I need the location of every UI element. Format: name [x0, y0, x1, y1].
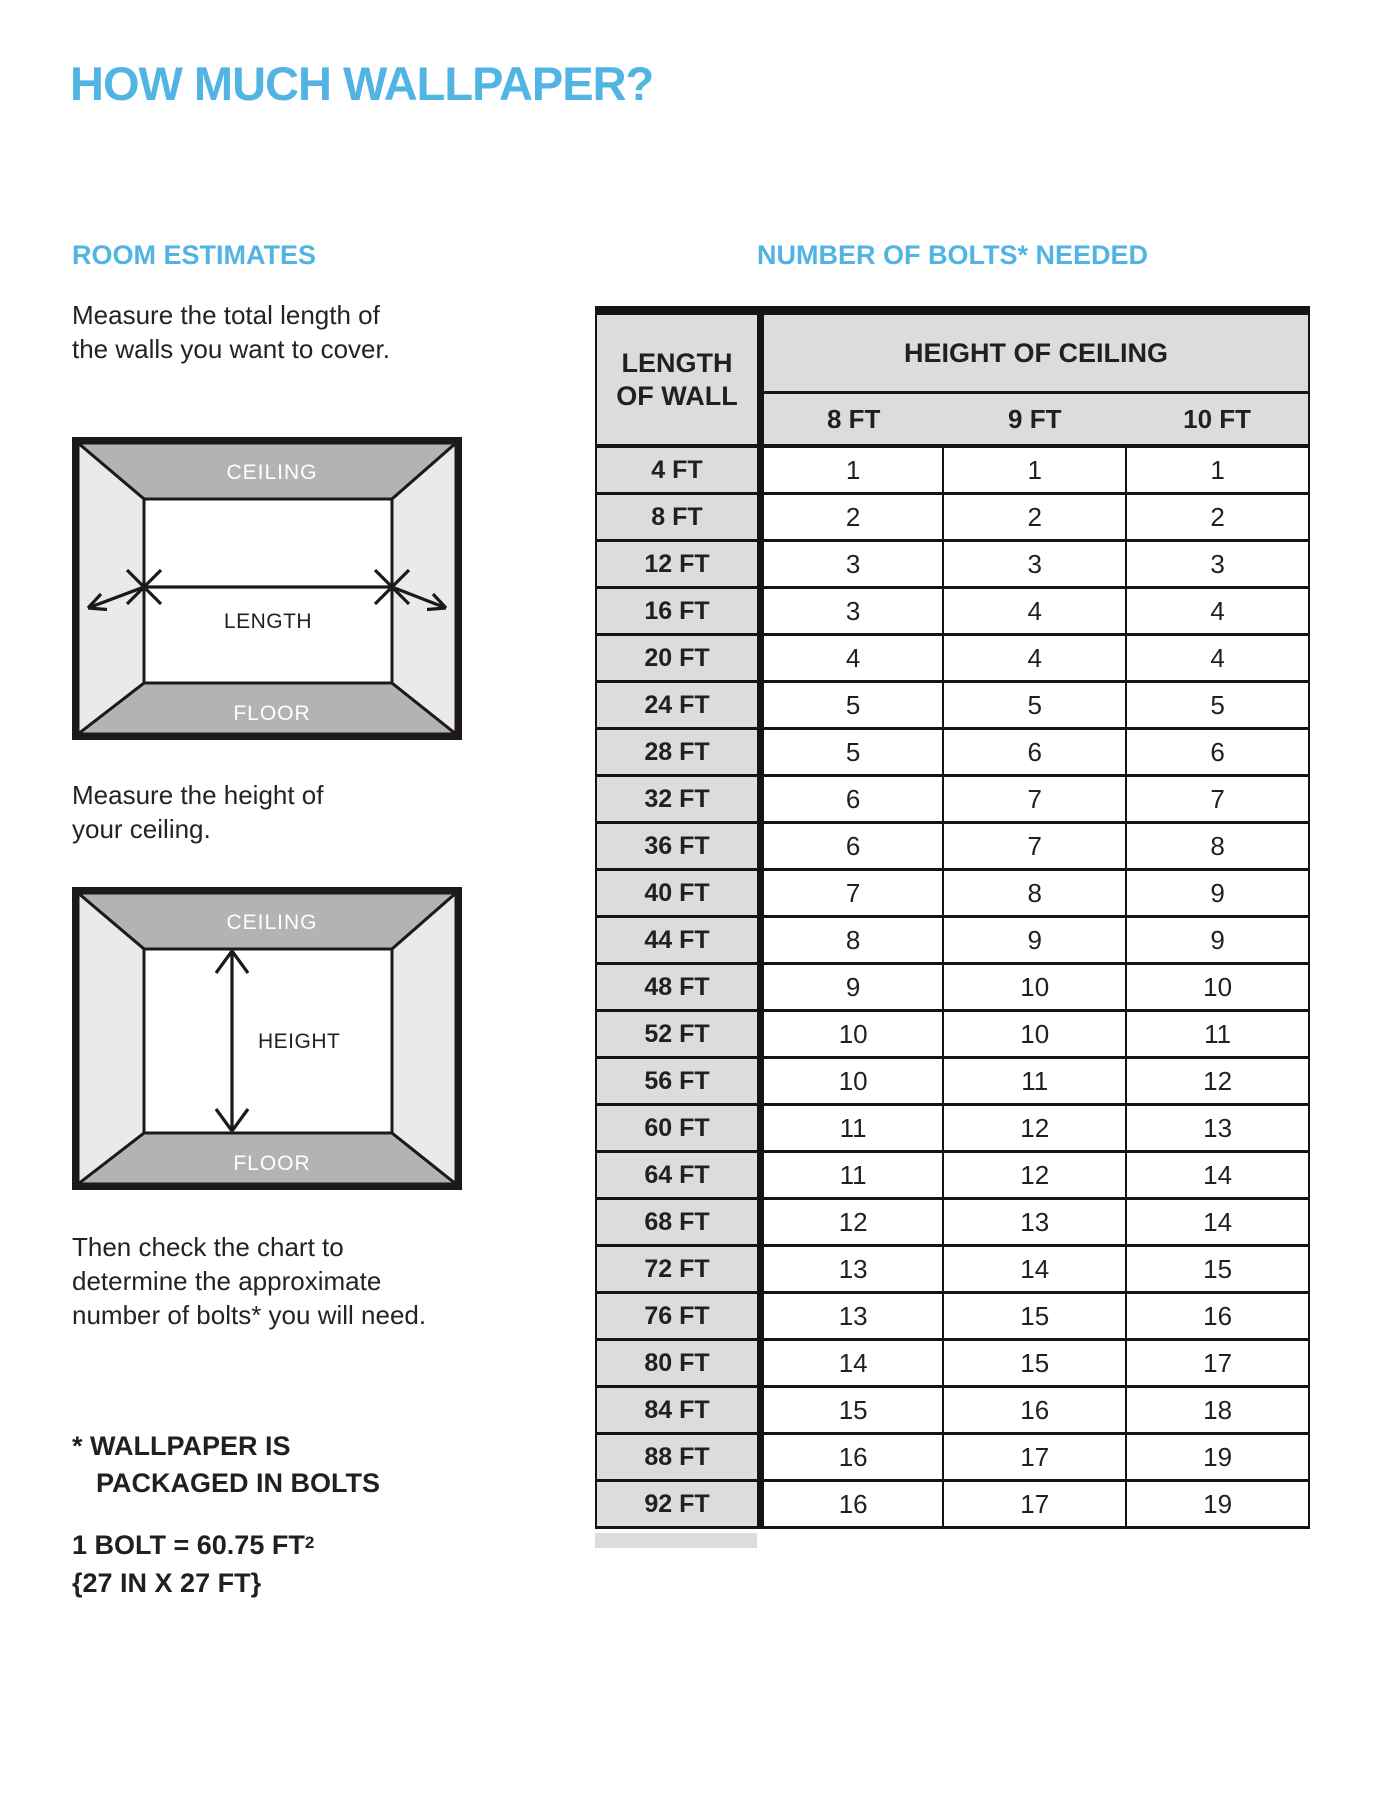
bolt-count-cell: 12 [1126, 1058, 1309, 1105]
instruction-line: determine the approximate [72, 1266, 382, 1296]
bolt-count-cell: 19 [1126, 1481, 1309, 1528]
bolt-count-cell: 11 [1126, 1011, 1309, 1058]
bolt-count-cell: 7 [1126, 776, 1309, 823]
wall-length-cell: 8 FT [596, 494, 761, 541]
table-row [596, 588, 1309, 635]
table-heading: NUMBER OF BOLTS* NEEDED [756, 240, 1148, 270]
bolt-count-cell: 6 [761, 776, 944, 823]
bolt-count-cell: 12 [761, 1199, 944, 1246]
room-length-diagram [72, 437, 462, 740]
wall-length-cell: 60 FT [596, 1105, 761, 1152]
table-row [596, 964, 1309, 1011]
bolt-count-cell: 3 [1126, 541, 1309, 588]
bolt-count-cell: 10 [943, 1011, 1126, 1058]
bolt-count-cell: 5 [1126, 682, 1309, 729]
bolt-count-cell: 18 [1126, 1387, 1309, 1434]
bolt-count-cell: 11 [761, 1152, 944, 1199]
instruction-measure-length [72, 298, 390, 366]
wall-length-cell: 32 FT [596, 776, 761, 823]
length-label: LENGTH [223, 610, 313, 633]
table-footer-strip [595, 1533, 757, 1548]
wall-length-cell: 56 FT [596, 1058, 761, 1105]
bolt-count-cell: 1 [761, 446, 944, 494]
bolt-count-cell: 11 [943, 1058, 1126, 1105]
table-header-row [596, 311, 1309, 393]
bolt-count-cell: 3 [761, 588, 944, 635]
page-title: HOW MUCH WALLPAPER? [70, 57, 654, 110]
bolt-equation [72, 1524, 314, 1602]
wall-length-cell: 40 FT [596, 870, 761, 917]
bolt-eq-line: {27 IN X 27 FT} [72, 1568, 262, 1598]
squared-superscript: 2 [304, 1533, 315, 1552]
wall-length-cell: 72 FT [596, 1246, 761, 1293]
wall-length-cell: 76 FT [596, 1293, 761, 1340]
bolt-count-cell: 7 [943, 776, 1126, 823]
bolt-count-cell: 6 [1126, 729, 1309, 776]
bolt-count-cell: 5 [943, 682, 1126, 729]
bolt-count-cell: 5 [761, 682, 944, 729]
bolt-count-cell: 3 [943, 541, 1126, 588]
bolt-count-cell: 9 [1126, 870, 1309, 917]
wall-length-cell: 48 FT [596, 964, 761, 1011]
col-header-9ft: 9 FT [943, 393, 1126, 447]
back-wall [144, 499, 392, 683]
table-row [596, 1246, 1309, 1293]
bolt-count-cell: 16 [761, 1434, 944, 1481]
bolt-count-cell: 4 [761, 635, 944, 682]
bolt-count-cell: 15 [943, 1340, 1126, 1387]
room-height-diagram [72, 887, 462, 1190]
bolt-count-cell: 8 [761, 917, 944, 964]
bolt-count-cell: 9 [943, 917, 1126, 964]
bolt-count-cell: 4 [1126, 635, 1309, 682]
ceiling-label: CEILING [226, 461, 318, 484]
height-of-ceiling-header: HEIGHT OF CEILING [761, 311, 1310, 393]
bolt-count-cell: 13 [761, 1293, 944, 1340]
table-row [596, 494, 1309, 541]
footnote-asterisk: * [72, 1431, 83, 1461]
bolt-count-cell: 7 [761, 870, 944, 917]
table-row [596, 729, 1309, 776]
wall-length-cell: 16 FT [596, 588, 761, 635]
wall-length-cell: 84 FT [596, 1387, 761, 1434]
table-row [596, 1105, 1309, 1152]
instruction-check-chart [72, 1230, 426, 1332]
bolt-count-cell: 9 [1126, 917, 1309, 964]
bolt-count-cell: 13 [761, 1246, 944, 1293]
bolt-count-cell: 15 [761, 1387, 944, 1434]
bolt-count-cell: 16 [1126, 1293, 1309, 1340]
height-label: HEIGHT [258, 1030, 341, 1053]
section-title-room-estimates: ROOM ESTIMATES [72, 240, 317, 270]
wall-length-cell: 52 FT [596, 1011, 761, 1058]
table-row [596, 635, 1309, 682]
bolt-count-cell: 8 [1126, 823, 1309, 870]
table-row [596, 682, 1309, 729]
bolt-count-cell: 14 [943, 1246, 1126, 1293]
wall-length-cell: 4 FT [596, 446, 761, 494]
length-of-wall-header: LENGTH OF WALL [596, 311, 761, 447]
col-header-10ft: 10 FT [1126, 393, 1309, 447]
footnote-line: PACKAGED IN BOLTS [96, 1468, 381, 1498]
bolt-count-cell: 1 [943, 446, 1126, 494]
bolt-count-cell: 10 [1126, 964, 1309, 1011]
wall-length-cell: 88 FT [596, 1434, 761, 1481]
bolt-count-cell: 7 [943, 823, 1126, 870]
bolt-count-cell: 12 [943, 1152, 1126, 1199]
bolt-count-cell: 1 [1126, 446, 1309, 494]
bolt-count-cell: 2 [761, 494, 944, 541]
wall-length-cell: 12 FT [596, 541, 761, 588]
floor-label: FLOOR [233, 1152, 311, 1175]
wall-length-cell: 24 FT [596, 682, 761, 729]
bolt-count-cell: 10 [761, 1011, 944, 1058]
bolt-count-cell: 9 [761, 964, 944, 1011]
bolt-count-cell: 14 [1126, 1199, 1309, 1246]
instruction-measure-height [72, 778, 324, 846]
footnote-line: * WALLPAPER IS [72, 1431, 291, 1461]
table-row [596, 1199, 1309, 1246]
table-row [596, 1481, 1309, 1528]
bolt-count-cell: 6 [761, 823, 944, 870]
col-header-8ft: 8 FT [761, 393, 944, 447]
table-row [596, 776, 1309, 823]
table-row [596, 1011, 1309, 1058]
ceiling-label: CEILING [226, 911, 318, 934]
table-row [596, 870, 1309, 917]
table-row [596, 1340, 1309, 1387]
bolt-count-cell: 10 [943, 964, 1126, 1011]
bolt-count-cell: 2 [943, 494, 1126, 541]
wall-length-cell: 28 FT [596, 729, 761, 776]
bolt-count-cell: 14 [761, 1340, 944, 1387]
instruction-line: Measure the total length of [72, 300, 380, 330]
bolt-count-cell: 2 [1126, 494, 1309, 541]
bolt-count-cell: 13 [943, 1199, 1126, 1246]
wall-length-cell: 92 FT [596, 1481, 761, 1528]
wall-length-cell: 44 FT [596, 917, 761, 964]
bolt-count-cell: 12 [943, 1105, 1126, 1152]
table-row [596, 1387, 1309, 1434]
wall-length-cell: 80 FT [596, 1340, 761, 1387]
table-row [596, 1058, 1309, 1105]
wall-length-cell: 36 FT [596, 823, 761, 870]
bolts-table [595, 306, 1310, 1529]
bolt-count-cell: 4 [1126, 588, 1309, 635]
bolt-count-cell: 3 [761, 541, 944, 588]
table-row [596, 541, 1309, 588]
bolt-count-cell: 17 [1126, 1340, 1309, 1387]
bolt-count-cell: 4 [943, 588, 1126, 635]
table-row [596, 917, 1309, 964]
bolt-count-cell: 17 [943, 1434, 1126, 1481]
instruction-line: the walls you want to cover. [72, 334, 390, 364]
bolt-footnote [72, 1428, 380, 1502]
instruction-line: your ceiling. [72, 814, 211, 844]
bolt-count-cell: 16 [761, 1481, 944, 1528]
bolt-count-cell: 15 [1126, 1246, 1309, 1293]
bolt-count-cell: 11 [761, 1105, 944, 1152]
table-row [596, 1293, 1309, 1340]
wall-length-cell: 64 FT [596, 1152, 761, 1199]
bolt-count-cell: 14 [1126, 1152, 1309, 1199]
table-row [596, 446, 1309, 494]
bolt-count-cell: 17 [943, 1481, 1126, 1528]
wall-length-cell: 68 FT [596, 1199, 761, 1246]
wall-length-cell: 20 FT [596, 635, 761, 682]
bolt-count-cell: 8 [943, 870, 1126, 917]
instruction-line: number of bolts* you will need. [72, 1300, 427, 1330]
bolt-count-cell: 4 [943, 635, 1126, 682]
bolt-count-cell: 15 [943, 1293, 1126, 1340]
floor-label: FLOOR [233, 702, 311, 725]
bolt-count-cell: 13 [1126, 1105, 1309, 1152]
bolt-count-cell: 10 [761, 1058, 944, 1105]
bolt-count-cell: 5 [761, 729, 944, 776]
bolt-eq-line: 1 BOLT = 60.75 $FT^2$ [72, 1530, 315, 1560]
instruction-line: Measure the height of [72, 780, 324, 810]
bolt-count-cell: 19 [1126, 1434, 1309, 1481]
table-row [596, 1434, 1309, 1481]
instruction-line: Then check the chart to [72, 1232, 344, 1262]
table-row [596, 1152, 1309, 1199]
bolt-count-cell: 6 [943, 729, 1126, 776]
bolt-count-cell: 16 [943, 1387, 1126, 1434]
table-row [596, 823, 1309, 870]
bolts-table-container [595, 306, 1310, 1529]
